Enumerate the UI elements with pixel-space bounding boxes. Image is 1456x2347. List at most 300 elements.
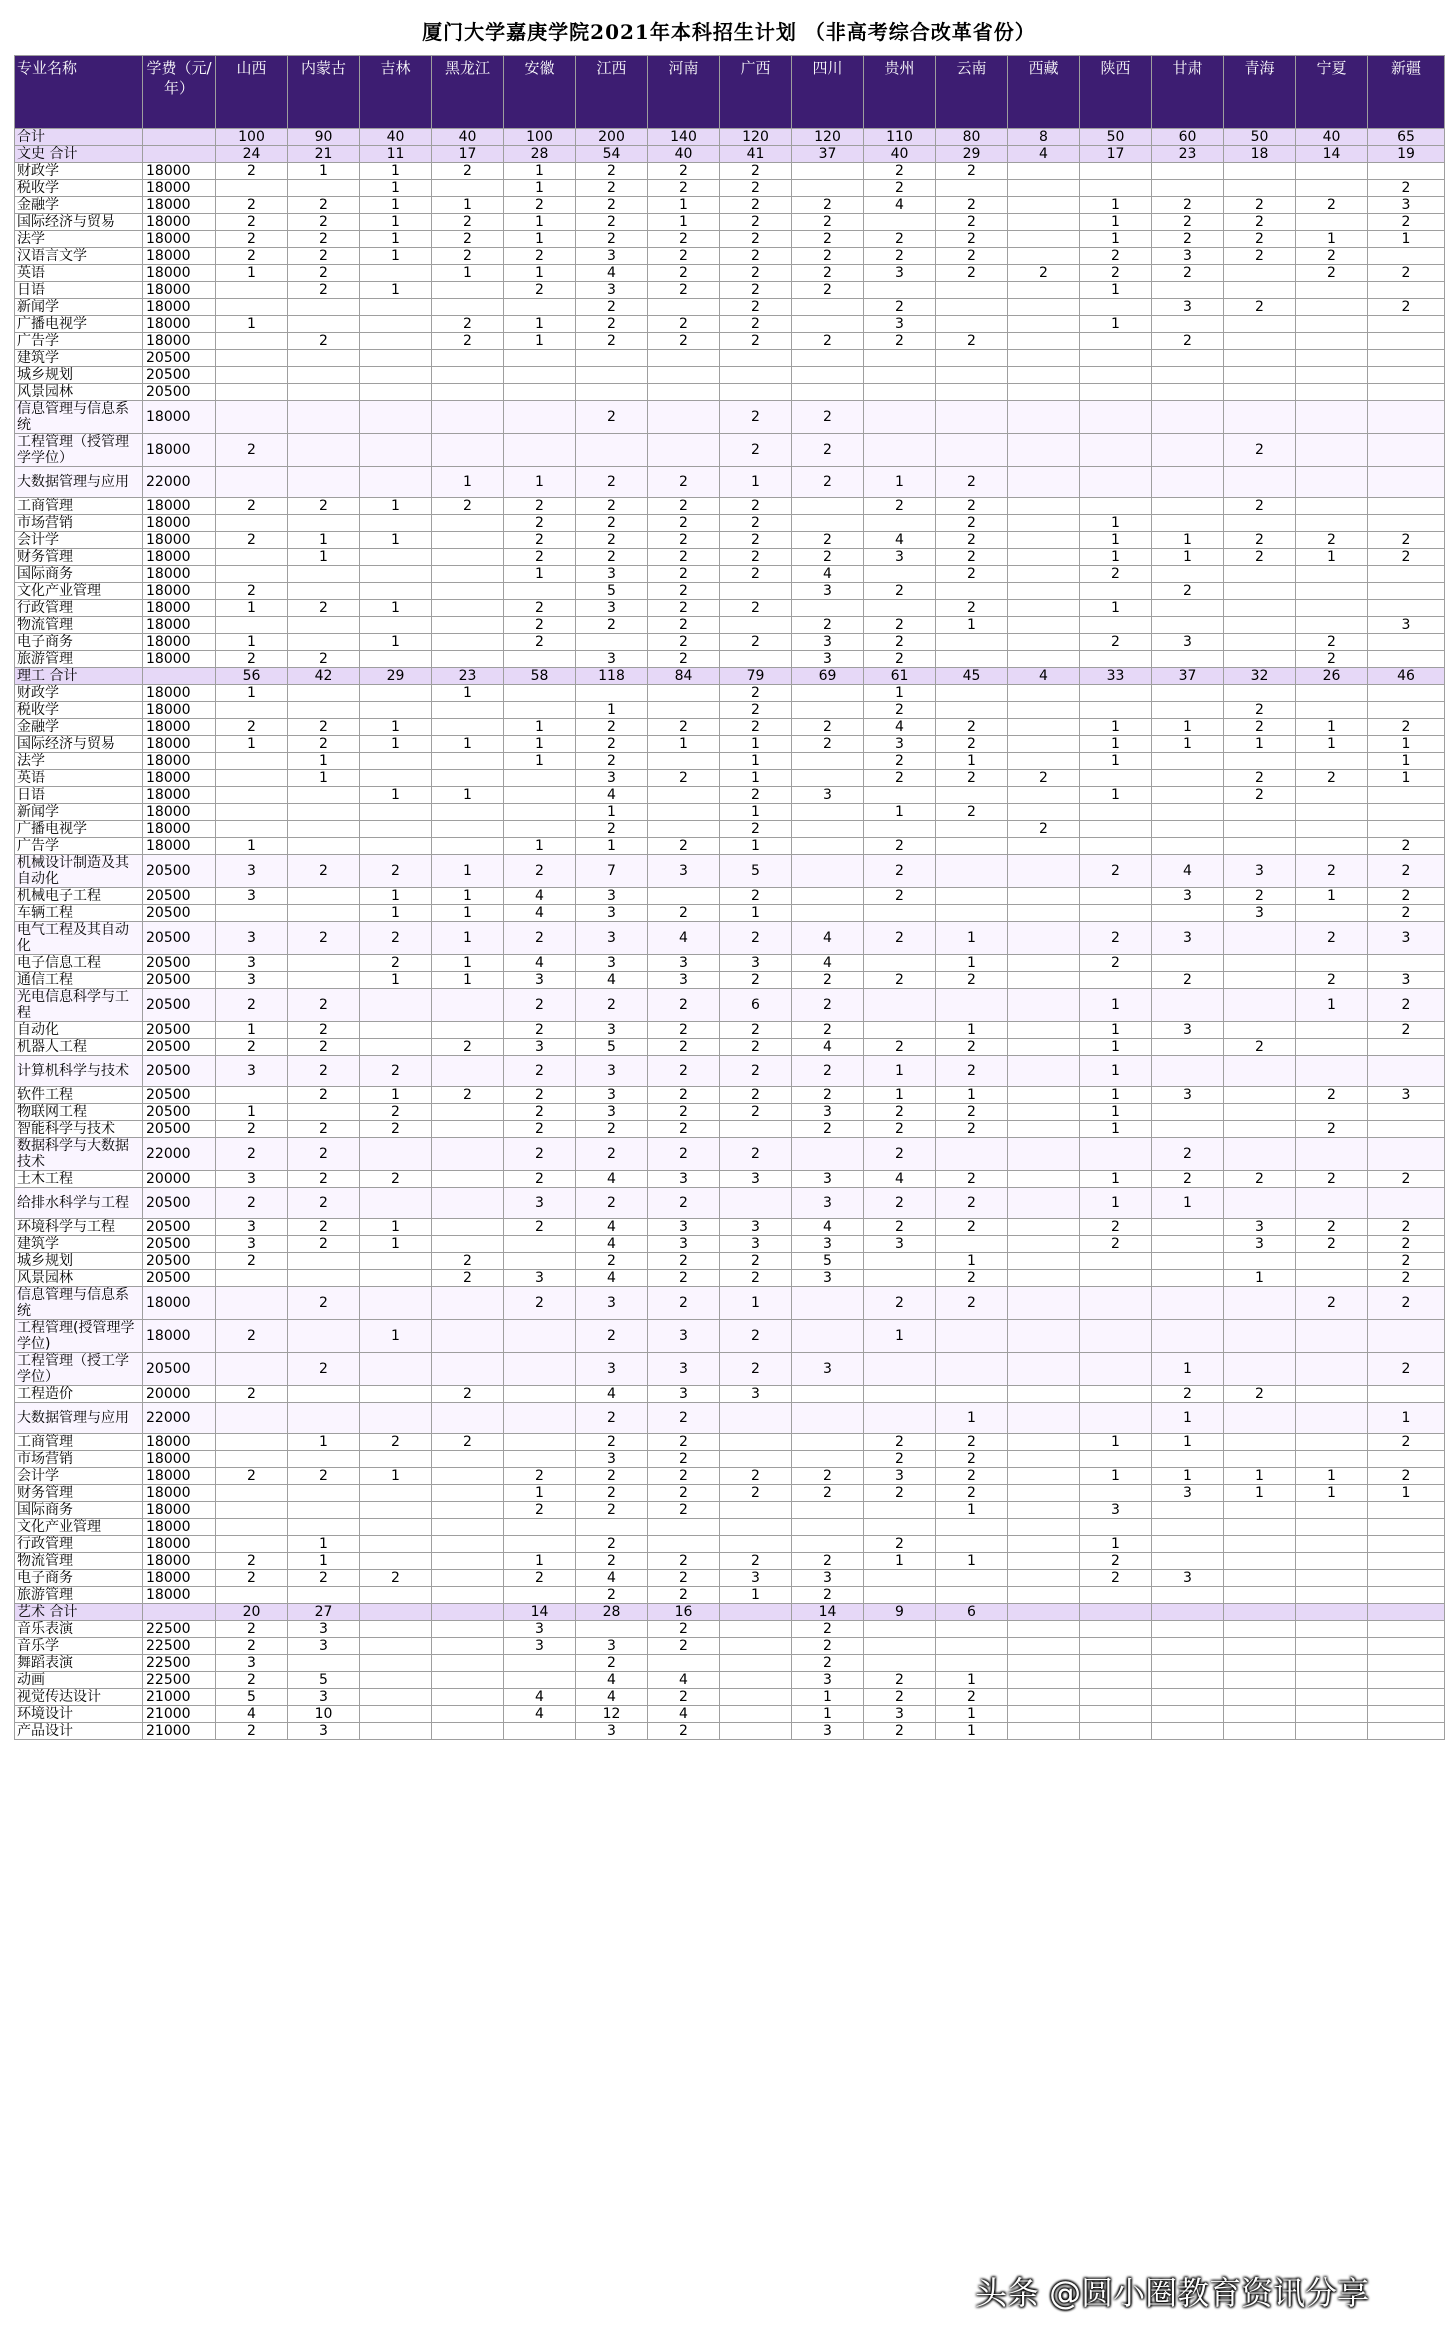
column-header: 江西 [576, 56, 648, 129]
tuition-cell: 18000 [143, 1451, 216, 1468]
quota-cell [1008, 1219, 1080, 1236]
quota-cell: 2 [1080, 265, 1152, 282]
quota-cell [1224, 1604, 1296, 1621]
quota-cell: 2 [288, 736, 360, 753]
tuition-cell: 20500 [143, 1353, 216, 1386]
quota-cell: 1 [1224, 1270, 1296, 1287]
quota-cell [288, 634, 360, 651]
quota-cell: 2 [216, 1188, 288, 1219]
column-header: 甘肃 [1152, 56, 1224, 129]
table-row [15, 888, 1445, 905]
quota-cell: 1 [1296, 1485, 1368, 1502]
table-row [15, 1403, 1445, 1434]
quota-cell [1224, 1689, 1296, 1706]
quota-cell [432, 1320, 504, 1353]
quota-cell: 1 [1296, 1468, 1368, 1485]
quota-cell: 2 [1296, 770, 1368, 787]
quota-cell: 2 [864, 1104, 936, 1121]
tuition-cell: 22500 [143, 1621, 216, 1638]
quota-cell: 2 [720, 1270, 792, 1287]
quota-cell: 2 [1368, 1236, 1445, 1253]
quota-cell [720, 1621, 792, 1638]
quota-cell: 3 [576, 651, 648, 668]
quota-cell: 2 [864, 1138, 936, 1171]
quota-cell [288, 702, 360, 719]
quota-cell [1368, 1451, 1445, 1468]
quota-cell: 3 [576, 566, 648, 583]
quota-cell: 1 [216, 316, 288, 333]
quota-cell [360, 1403, 432, 1434]
quota-cell: 2 [1152, 1171, 1224, 1188]
quota-cell: 2 [720, 163, 792, 180]
quota-cell [1296, 566, 1368, 583]
quota-cell [1296, 1689, 1368, 1706]
quota-cell [288, 905, 360, 922]
quota-cell: 2 [288, 265, 360, 282]
quota-cell [432, 350, 504, 367]
table-row [15, 231, 1445, 248]
quota-cell: 2 [864, 1723, 936, 1740]
quota-cell: 2 [504, 855, 576, 888]
quota-cell [1152, 180, 1224, 197]
quota-cell [792, 299, 864, 316]
tuition-cell [143, 146, 216, 163]
quota-cell: 3 [792, 1570, 864, 1587]
quota-cell: 100 [504, 129, 576, 146]
quota-cell: 1 [432, 905, 504, 922]
quota-cell [864, 401, 936, 434]
quota-cell [936, 634, 1008, 651]
quota-cell: 1 [648, 214, 720, 231]
quota-cell: 4 [576, 1171, 648, 1188]
quota-cell: 2 [648, 1689, 720, 1706]
quota-cell: 2 [936, 566, 1008, 583]
quota-cell [288, 685, 360, 702]
quota-cell [1152, 685, 1224, 702]
quota-cell: 37 [792, 146, 864, 163]
quota-cell: 1 [1080, 719, 1152, 736]
quota-cell: 2 [1368, 1022, 1445, 1039]
quota-cell [792, 384, 864, 401]
quota-cell: 2 [864, 299, 936, 316]
quota-cell [1152, 163, 1224, 180]
quota-cell [432, 634, 504, 651]
quota-cell: 140 [648, 129, 720, 146]
quota-cell [432, 600, 504, 617]
quota-cell [1296, 434, 1368, 467]
quota-cell: 2 [1368, 719, 1445, 736]
table-row [15, 1270, 1445, 1287]
quota-cell: 1 [864, 804, 936, 821]
quota-cell [1368, 1553, 1445, 1570]
quota-cell: 2 [576, 1253, 648, 1270]
quota-cell [936, 685, 1008, 702]
quota-cell: 80 [936, 129, 1008, 146]
quota-cell: 1 [936, 1403, 1008, 1434]
quota-cell [360, 467, 432, 498]
quota-cell [1008, 1253, 1080, 1270]
quota-cell: 4 [576, 1386, 648, 1403]
quota-cell: 110 [864, 129, 936, 146]
quota-cell [1008, 1570, 1080, 1587]
quota-cell: 1 [1224, 1485, 1296, 1502]
quota-cell: 2 [720, 434, 792, 467]
quota-cell: 1 [576, 838, 648, 855]
tuition-cell: 18000 [143, 1485, 216, 1502]
quota-cell [1224, 838, 1296, 855]
quota-cell: 2 [720, 1022, 792, 1039]
quota-cell [1080, 1621, 1152, 1638]
quota-cell [216, 1353, 288, 1386]
quota-cell [792, 1536, 864, 1553]
major-name-cell: 风景园林 [15, 1270, 143, 1287]
quota-cell: 2 [792, 231, 864, 248]
quota-cell [1368, 821, 1445, 838]
major-name-cell: 法学 [15, 753, 143, 770]
quota-cell: 2 [720, 1104, 792, 1121]
quota-cell: 3 [1224, 1236, 1296, 1253]
quota-cell [792, 702, 864, 719]
quota-cell: 2 [936, 197, 1008, 214]
major-name-cell: 产品设计 [15, 1723, 143, 1740]
quota-cell [648, 804, 720, 821]
quota-cell [648, 401, 720, 434]
quota-cell: 2 [792, 197, 864, 214]
quota-cell [1296, 299, 1368, 316]
quota-cell: 2 [792, 1121, 864, 1138]
quota-cell: 2 [792, 282, 864, 299]
quota-cell [1296, 1056, 1368, 1087]
major-name-cell: 光电信息科学与工程 [15, 989, 143, 1022]
quota-cell [1152, 350, 1224, 367]
major-name-cell: 通信工程 [15, 972, 143, 989]
quota-cell [1296, 600, 1368, 617]
quota-cell [720, 1672, 792, 1689]
quota-cell [936, 1621, 1008, 1638]
quota-cell [360, 753, 432, 770]
quota-cell [1008, 282, 1080, 299]
quota-cell: 2 [720, 214, 792, 231]
quota-cell: 1 [504, 1553, 576, 1570]
column-header: 贵州 [864, 56, 936, 129]
quota-cell [1368, 566, 1445, 583]
quota-cell: 2 [648, 770, 720, 787]
quota-cell [1008, 1104, 1080, 1121]
quota-cell [216, 821, 288, 838]
tuition-cell: 18000 [143, 515, 216, 532]
quota-cell: 2 [576, 719, 648, 736]
quota-cell: 1 [1296, 719, 1368, 736]
major-name-cell: 汉语言文学 [15, 248, 143, 265]
quota-cell [1224, 1621, 1296, 1638]
quota-cell: 2 [432, 1087, 504, 1104]
quota-cell [1008, 1621, 1080, 1638]
quota-cell: 2 [648, 1570, 720, 1587]
quota-cell [720, 1689, 792, 1706]
quota-cell: 2 [1368, 1287, 1445, 1320]
quota-cell: 2 [936, 1104, 1008, 1121]
quota-cell [360, 685, 432, 702]
quota-cell: 1 [288, 549, 360, 566]
quota-cell [1008, 498, 1080, 515]
quota-cell: 2 [576, 1468, 648, 1485]
quota-cell: 2 [1080, 566, 1152, 583]
quota-cell [1008, 1171, 1080, 1188]
quota-cell: 4 [864, 1171, 936, 1188]
quota-cell: 2 [864, 855, 936, 888]
quota-cell: 2 [576, 316, 648, 333]
quota-cell: 1 [504, 1485, 576, 1502]
quota-cell [1152, 1689, 1224, 1706]
quota-cell [1008, 583, 1080, 600]
tuition-cell: 20500 [143, 1270, 216, 1287]
quota-cell: 3 [792, 634, 864, 651]
quota-cell [360, 384, 432, 401]
major-name-cell: 物联网工程 [15, 1104, 143, 1121]
quota-cell [1008, 1320, 1080, 1353]
quota-cell [504, 1320, 576, 1353]
quota-cell: 1 [504, 231, 576, 248]
quota-cell: 4 [576, 1672, 648, 1689]
quota-cell: 1 [504, 214, 576, 231]
quota-cell: 1 [288, 1536, 360, 1553]
quota-cell: 1 [360, 282, 432, 299]
quota-cell: 1 [1080, 1121, 1152, 1138]
quota-cell: 2 [720, 1553, 792, 1570]
quota-cell [432, 702, 504, 719]
quota-cell [1152, 1672, 1224, 1689]
quota-cell: 1 [936, 1553, 1008, 1570]
quota-cell: 1 [432, 972, 504, 989]
quota-cell: 1 [1080, 1171, 1152, 1188]
quota-cell: 23 [1152, 146, 1224, 163]
quota-cell [1296, 583, 1368, 600]
quota-cell: 1 [1368, 753, 1445, 770]
quota-cell: 2 [792, 719, 864, 736]
quota-cell [792, 1434, 864, 1451]
quota-cell: 3 [216, 888, 288, 905]
quota-cell [1224, 316, 1296, 333]
table-row [15, 855, 1445, 888]
table-row [15, 1320, 1445, 1353]
table-body [15, 129, 1445, 1740]
quota-cell: 2 [1008, 770, 1080, 787]
quota-cell [1368, 1621, 1445, 1638]
quota-cell [1368, 515, 1445, 532]
quota-cell: 26 [1296, 668, 1368, 685]
tuition-cell: 20500 [143, 1219, 216, 1236]
quota-cell: 2 [864, 1485, 936, 1502]
quota-cell [432, 1219, 504, 1236]
quota-cell: 2 [432, 1253, 504, 1270]
quota-cell: 4 [792, 1219, 864, 1236]
quota-cell [432, 804, 504, 821]
column-header: 青海 [1224, 56, 1296, 129]
quota-cell: 2 [792, 1022, 864, 1039]
tuition-cell: 20500 [143, 972, 216, 989]
quota-cell [1296, 685, 1368, 702]
tuition-cell: 18000 [143, 1587, 216, 1604]
major-name-cell: 舞蹈表演 [15, 1655, 143, 1672]
quota-cell: 2 [216, 1672, 288, 1689]
quota-cell [288, 583, 360, 600]
quota-cell: 2 [648, 1138, 720, 1171]
tuition-cell: 18000 [143, 566, 216, 583]
quota-cell: 2 [576, 1403, 648, 1434]
quota-cell [936, 367, 1008, 384]
quota-cell [1368, 467, 1445, 498]
quota-cell [936, 282, 1008, 299]
quota-cell: 1 [1152, 549, 1224, 566]
quota-cell [648, 367, 720, 384]
major-name-cell: 文史 合计 [15, 146, 143, 163]
column-header: 云南 [936, 56, 1008, 129]
quota-cell: 2 [288, 1121, 360, 1138]
table-row [15, 1723, 1445, 1740]
quota-cell [1296, 1706, 1368, 1723]
quota-cell: 4 [576, 787, 648, 804]
quota-cell [1152, 600, 1224, 617]
table-row [15, 702, 1445, 719]
quota-cell: 2 [1296, 634, 1368, 651]
quota-cell [648, 1536, 720, 1553]
quota-cell: 2 [504, 1287, 576, 1320]
quota-cell [1368, 955, 1445, 972]
quota-cell: 1 [1152, 1353, 1224, 1386]
tuition-cell: 18000 [143, 753, 216, 770]
quota-cell [1224, 1104, 1296, 1121]
quota-cell [360, 1188, 432, 1219]
quota-cell [432, 1672, 504, 1689]
quota-cell: 2 [648, 1056, 720, 1087]
quota-cell: 2 [432, 316, 504, 333]
quota-cell [360, 1638, 432, 1655]
quota-cell [1152, 498, 1224, 515]
quota-cell: 4 [648, 922, 720, 955]
quota-cell: 2 [1368, 265, 1445, 282]
quota-cell [1296, 1188, 1368, 1219]
quota-cell [936, 702, 1008, 719]
quota-cell [360, 1353, 432, 1386]
quota-cell [1296, 498, 1368, 515]
quota-cell: 4 [576, 1270, 648, 1287]
quota-cell: 2 [288, 231, 360, 248]
quota-cell [1008, 1434, 1080, 1451]
quota-cell [1224, 753, 1296, 770]
major-name-cell: 广告学 [15, 838, 143, 855]
major-name-cell: 自动化 [15, 1022, 143, 1039]
quota-cell [792, 180, 864, 197]
quota-cell: 2 [504, 617, 576, 634]
quota-cell: 2 [1368, 888, 1445, 905]
quota-cell: 29 [360, 668, 432, 685]
quota-cell [1368, 401, 1445, 434]
quota-cell: 2 [1152, 583, 1224, 600]
quota-cell [360, 1270, 432, 1287]
tuition-cell: 18000 [143, 804, 216, 821]
quota-cell: 2 [288, 1236, 360, 1253]
quota-cell [288, 821, 360, 838]
quota-cell [504, 1655, 576, 1672]
quota-cell: 1 [576, 804, 648, 821]
column-header: 河南 [648, 56, 720, 129]
quota-cell [720, 1655, 792, 1672]
quota-cell: 2 [936, 231, 1008, 248]
quota-cell [288, 838, 360, 855]
quota-cell: 2 [648, 265, 720, 282]
quota-cell: 2 [648, 282, 720, 299]
table-row [15, 282, 1445, 299]
quota-cell: 2 [1368, 214, 1445, 231]
quota-cell [792, 1519, 864, 1536]
quota-cell: 1 [936, 1672, 1008, 1689]
quota-cell: 2 [576, 617, 648, 634]
quota-cell: 2 [216, 1553, 288, 1570]
quota-cell [360, 434, 432, 467]
tuition-cell: 18000 [143, 770, 216, 787]
quota-cell: 2 [1224, 888, 1296, 905]
quota-cell: 2 [1080, 955, 1152, 972]
quota-cell: 2 [576, 1553, 648, 1570]
quota-cell: 2 [504, 282, 576, 299]
quota-cell: 45 [936, 668, 1008, 685]
quota-cell: 2 [1368, 1219, 1445, 1236]
quota-cell: 2 [720, 787, 792, 804]
quota-cell [1152, 821, 1224, 838]
table-row [15, 583, 1445, 600]
quota-cell: 2 [720, 282, 792, 299]
quota-cell: 3 [1368, 972, 1445, 989]
quota-cell [288, 1270, 360, 1287]
quota-cell [936, 1236, 1008, 1253]
quota-cell: 2 [216, 1468, 288, 1485]
quota-cell [288, 180, 360, 197]
quota-cell: 2 [432, 1270, 504, 1287]
quota-cell: 2 [576, 1502, 648, 1519]
quota-cell: 1 [720, 770, 792, 787]
quota-cell: 3 [864, 265, 936, 282]
quota-cell: 2 [1152, 265, 1224, 282]
quota-cell [288, 787, 360, 804]
quota-cell: 1 [1080, 1468, 1152, 1485]
quota-cell: 3 [648, 972, 720, 989]
quota-cell: 1 [1080, 1022, 1152, 1039]
quota-cell [288, 299, 360, 316]
quota-cell: 1 [504, 719, 576, 736]
quota-cell: 40 [864, 146, 936, 163]
table-row [15, 905, 1445, 922]
quota-cell: 40 [648, 146, 720, 163]
column-header: 四川 [792, 56, 864, 129]
quota-cell: 3 [864, 736, 936, 753]
quota-cell: 1 [504, 736, 576, 753]
quota-cell: 2 [288, 333, 360, 350]
quota-cell: 2 [1296, 248, 1368, 265]
quota-cell [1224, 1587, 1296, 1604]
quota-cell: 2 [504, 498, 576, 515]
quota-cell: 2 [1224, 214, 1296, 231]
quota-cell: 2 [1152, 231, 1224, 248]
quota-cell: 2 [864, 1219, 936, 1236]
major-name-cell: 税收学 [15, 180, 143, 197]
quota-cell: 2 [504, 1570, 576, 1587]
quota-cell: 1 [1152, 1468, 1224, 1485]
tuition-cell: 18000 [143, 401, 216, 434]
quota-cell: 2 [648, 316, 720, 333]
quota-cell [432, 1188, 504, 1219]
quota-cell: 3 [1368, 1087, 1445, 1104]
quota-cell [360, 583, 432, 600]
